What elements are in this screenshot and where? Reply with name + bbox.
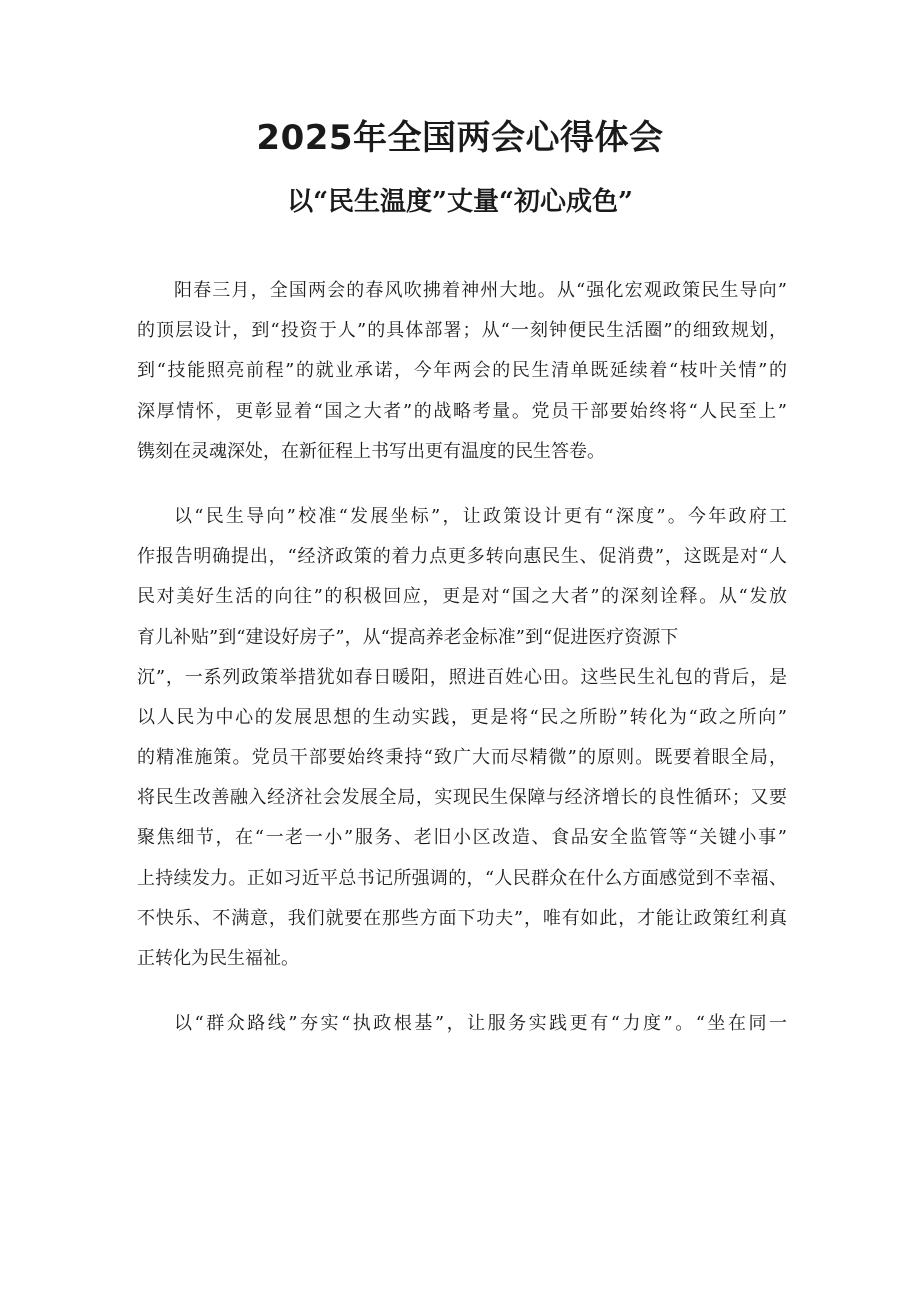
paragraph-line: 以“民生导向”校准“发展坐标”，让政策设计更有“深度”。今年政府工	[174, 505, 787, 527]
paragraph-line: 上持续发力。正如习近平总书记所强调的，“人民群众在什么方面感觉到不幸福、	[137, 867, 787, 889]
paragraph-line: 正转化为民生福祉。	[137, 948, 299, 969]
paragraph-3	[137, 1004, 787, 1044]
paragraph-line: 将民生改善融入经济社会发展全局，实现民生保障与经济增长的良性循环；又要	[137, 787, 787, 809]
paragraph-line: 阳春三月，全国两会的春风吹拂着神州大地。从“强化宏观政策民生导向”	[174, 280, 787, 301]
paragraph-line: 民对美好生活的向往”的积极回应，更是对“国之大者”的深刻诠释。从“发放	[137, 586, 787, 608]
document-title: 2025年全国两会心得体会	[256, 118, 664, 158]
paragraph-line: 的精准施策。党员干部要始终秉持“致广大而尽精微”的原则。既要着眼全局，	[137, 747, 787, 769]
paragraph-1	[137, 271, 787, 472]
paragraph-line: 不快乐、不满意，我们就要在那些方面下功夫”，唯有如此，才能让政策红利真	[137, 907, 787, 929]
paragraph-line: 育儿补贴”到“建设好房子”，从“提高养老金标准”到“促进医疗资源下	[137, 626, 679, 648]
paragraph-line: 的顶层设计，到“投资于人”的具体部署；从“一刻钟便民生活圈”的细致规划，	[137, 320, 787, 342]
paragraph-line: 深厚情怀，更彰显着“国之大者”的战略考量。党员干部要始终将“人民至上”	[137, 400, 787, 422]
paragraph-line: 聚焦细节，在“一老一小”服务、老旧小区改造、食品安全监管等“关键小事”	[137, 827, 787, 849]
paragraph-line: 作报告明确提出，“经济政策的着力点更多转向惠民生、促消费”，这既是对“人	[137, 546, 787, 568]
paragraph-2	[137, 497, 787, 979]
document-body	[137, 271, 787, 1069]
paragraph-line: 以“群众路线”夯实“执政根基”，让服务实践更有“力度”。“坐在同一	[174, 1013, 787, 1035]
paragraph-line: 以人民为中心的发展思想的生动实践，更是将“民之所盼”转化为“政之所向”	[137, 706, 787, 728]
document-subtitle: 以“民生温度”丈量“初心成色”	[287, 187, 633, 217]
paragraph-line: 沉”，一系列政策举措犹如春日暖阳，照进百姓心田。这些民生礼包的背后，是	[137, 666, 787, 688]
paragraph-line: 镌刻在灵魂深处，在新征程上书写出更有温度的民生答卷。	[137, 440, 605, 462]
paragraph-line: 到“技能照亮前程”的就业承诺，今年两会的民生清单既延续着“枝叶关情”的	[137, 360, 787, 382]
